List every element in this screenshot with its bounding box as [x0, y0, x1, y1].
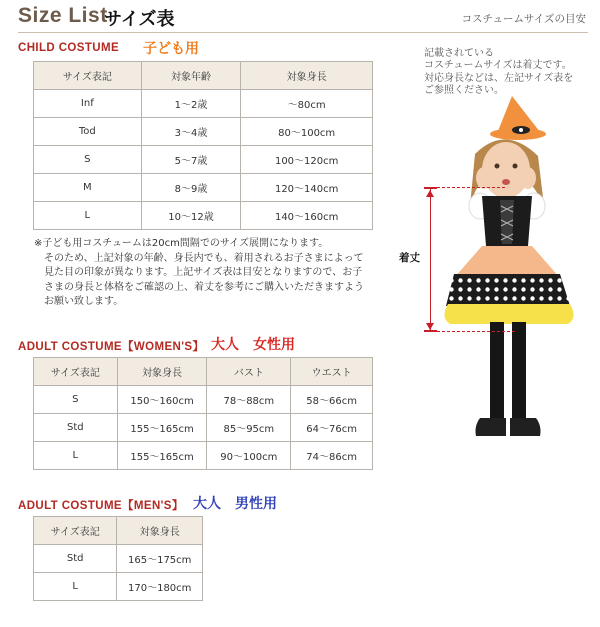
table-cell: 64～76cm	[291, 414, 373, 442]
table-cell: 58～66cm	[291, 386, 373, 414]
men-section-subtitle: 大人 男性用	[193, 496, 277, 512]
note-line: ※子ども用コスチュームは20cm間隔でのサイズ展開になります。	[34, 238, 329, 249]
table-cell: 10～12歳	[141, 202, 241, 230]
table-cell: L	[34, 573, 117, 601]
table-cell: 170～180cm	[117, 573, 203, 601]
column-header: サイズ表記	[34, 62, 142, 90]
table-cell: Std	[34, 414, 118, 442]
table-cell: 3～4歳	[141, 118, 241, 146]
column-header: 対象身長	[117, 358, 207, 386]
child-size-table	[33, 61, 373, 230]
table-header-row	[34, 358, 373, 386]
column-header: サイズ表記	[34, 517, 117, 545]
measure-cap-top	[424, 187, 437, 189]
women-size-table	[33, 357, 373, 470]
page-title-jp: サイズ表	[104, 9, 175, 30]
table-cell: 80～100cm	[241, 118, 373, 146]
table-row	[34, 146, 373, 174]
child-section-title: CHILD COSTUME	[18, 42, 120, 54]
table-cell: 8～9歳	[141, 174, 241, 202]
model-photo	[420, 96, 600, 456]
measure-label: 着丈	[399, 252, 420, 264]
table-row	[34, 90, 373, 118]
header-subtitle: コスチュームサイズの目安	[461, 13, 586, 25]
side-note-line: ご参照ください。	[424, 84, 504, 96]
column-header: ウエスト	[291, 358, 373, 386]
column-header: サイズ表記	[34, 358, 118, 386]
page-title: Size List	[18, 4, 108, 27]
table-cell: S	[34, 386, 118, 414]
measure-cap-bottom	[424, 330, 437, 332]
table-row	[34, 202, 373, 230]
side-note-line: 対応身長などは、左記サイズ表を	[424, 72, 574, 84]
table-cell: Tod	[34, 118, 142, 146]
table-cell: 100～120cm	[241, 146, 373, 174]
table-cell: 74～86cm	[291, 442, 373, 470]
column-header: 対象身長	[117, 517, 203, 545]
table-cell: ～80cm	[241, 90, 373, 118]
table-row	[34, 414, 373, 442]
table-cell: Std	[34, 545, 117, 573]
table-row	[34, 573, 203, 601]
arrow-up-icon	[426, 190, 434, 197]
header-divider	[18, 32, 588, 33]
side-note-line: 記載されている	[424, 48, 494, 59]
table-cell: L	[34, 442, 118, 470]
column-header: 対象年齢	[141, 62, 241, 90]
table-cell: 155～165cm	[117, 442, 207, 470]
table-row	[34, 118, 373, 146]
table-row	[34, 174, 373, 202]
note-paragraph: そのため、上記対象の年齢、身長内でも、着用されるお子さまによって見た目の印象が異なります。上記サイズ表は目安となりますので、お子さまの身長と体格をご確認の上、着丈を参考にご購入いただきますようお願い致します。	[44, 252, 364, 307]
measure-guide-bottom	[437, 331, 515, 332]
table-cell: 90～100cm	[207, 442, 291, 470]
women-section-title: ADULT COSTUME【WOMEN'S】	[18, 341, 205, 353]
table-cell: L	[34, 202, 142, 230]
side-note-line: コスチュームサイズは着丈です。	[424, 60, 572, 72]
table-cell: 5～7歳	[141, 146, 241, 174]
measure-guide-top	[437, 187, 505, 188]
table-row	[34, 545, 203, 573]
table-header-row	[34, 62, 373, 90]
table-cell: 78～88cm	[207, 386, 291, 414]
men-section-title: ADULT COSTUME【MEN'S】	[18, 500, 184, 512]
table-cell: M	[34, 174, 142, 202]
child-size-note	[34, 237, 370, 310]
table-cell: S	[34, 146, 142, 174]
table-cell: 165～175cm	[117, 545, 203, 573]
child-section-subtitle: 子ども用	[143, 41, 199, 57]
arrow-down-icon	[426, 323, 434, 330]
table-cell: 1～2歳	[141, 90, 241, 118]
table-cell: 150～160cm	[117, 386, 207, 414]
side-note	[424, 48, 600, 97]
table-cell: 155～165cm	[117, 414, 207, 442]
table-header-row	[34, 517, 203, 545]
header	[0, 0, 600, 34]
table-row	[34, 442, 373, 470]
table-cell: 85～95cm	[207, 414, 291, 442]
table-cell: 120～140cm	[241, 174, 373, 202]
column-header: 対象身長	[241, 62, 373, 90]
column-header: バスト	[207, 358, 291, 386]
table-cell: Inf	[34, 90, 142, 118]
measure-line	[430, 188, 431, 331]
table-row	[34, 386, 373, 414]
table-cell: 140～160cm	[241, 202, 373, 230]
men-size-table	[33, 516, 203, 601]
women-section-subtitle: 大人 女性用	[211, 337, 295, 353]
